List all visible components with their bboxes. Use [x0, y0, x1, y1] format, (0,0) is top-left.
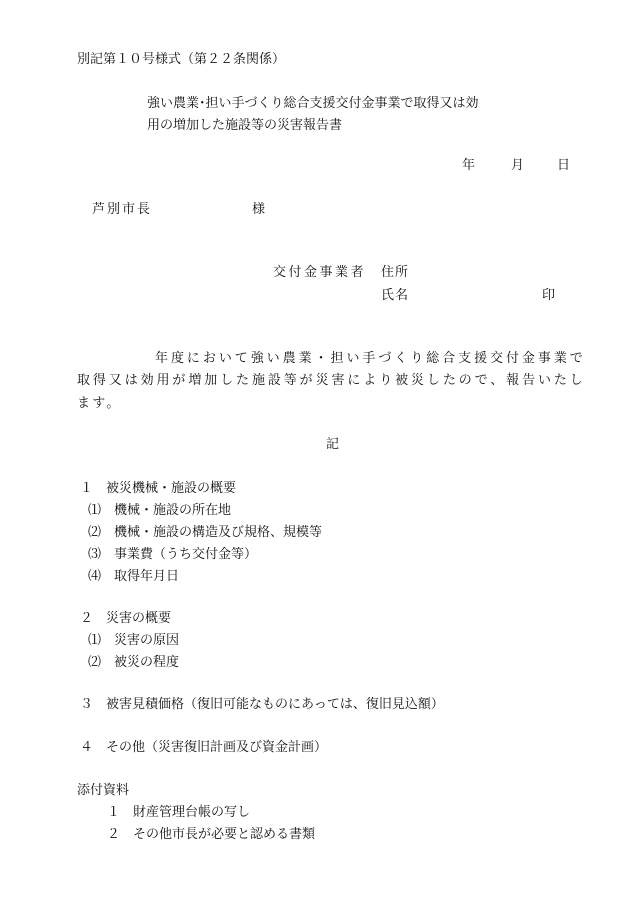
form-label: 別記第１０号様式（第２２条関係） — [77, 52, 286, 67]
title-line-1: 強い農業･担い手づくり総合支援交付金事業で取得又は効 — [147, 96, 479, 111]
section-2-item-2: ⑵ 被災の程度 — [88, 655, 180, 670]
address-label: 住所 — [381, 265, 410, 280]
date-year: 年 — [462, 158, 476, 173]
section-1-item-4: ⑷ 取得年月日 — [88, 569, 180, 584]
addressee-honorific: 様 — [252, 202, 266, 217]
section-3-heading: ３ 被害見積価格（復旧可能なものにあっては、復旧見込額） — [80, 697, 444, 712]
section-1-heading: １ 被災機械・施設の概要 — [80, 481, 237, 496]
name-label: 氏名 — [381, 288, 410, 303]
section-1-item-2: ⑵ 機械・施設の構造及び規格、規模等 — [88, 525, 323, 540]
date-month: 月 — [511, 158, 525, 173]
body-line-3: ます。 — [77, 396, 122, 411]
seal-mark: 印 — [542, 288, 556, 303]
ki-heading: 記 — [326, 437, 340, 452]
section-1-item-3: ⑶ 事業費（うち交付金等） — [88, 547, 258, 562]
title-line-2: 用の増加した施設等の災害報告書 — [147, 118, 343, 133]
section-1-item-1: ⑴ 機械・施設の所在地 — [88, 503, 232, 518]
addressee-name: 芦別市長 — [92, 202, 153, 217]
date-day: 日 — [557, 158, 571, 173]
section-2-heading: ２ 災害の概要 — [80, 611, 172, 626]
body-line-2: 取得又は効用が増加した施設等が災害により被災したので、報告いたし — [77, 373, 583, 388]
attachment-item-2: ２ その他市長が必要と認める書類 — [107, 827, 316, 842]
section-4-heading: ４ その他（災害復旧計画及び資金計画） — [80, 740, 328, 755]
attachment-item-1: １ 財産管理台帳の写し — [107, 805, 251, 820]
attachments-label: 添付資料 — [77, 783, 130, 798]
section-2-item-1: ⑴ 災害の原因 — [88, 633, 180, 648]
applicant-role: 交付金事業者 — [273, 265, 367, 280]
body-line-1: 年度において強い農業・担い手づくり総合支援交付金事業で — [155, 351, 583, 366]
